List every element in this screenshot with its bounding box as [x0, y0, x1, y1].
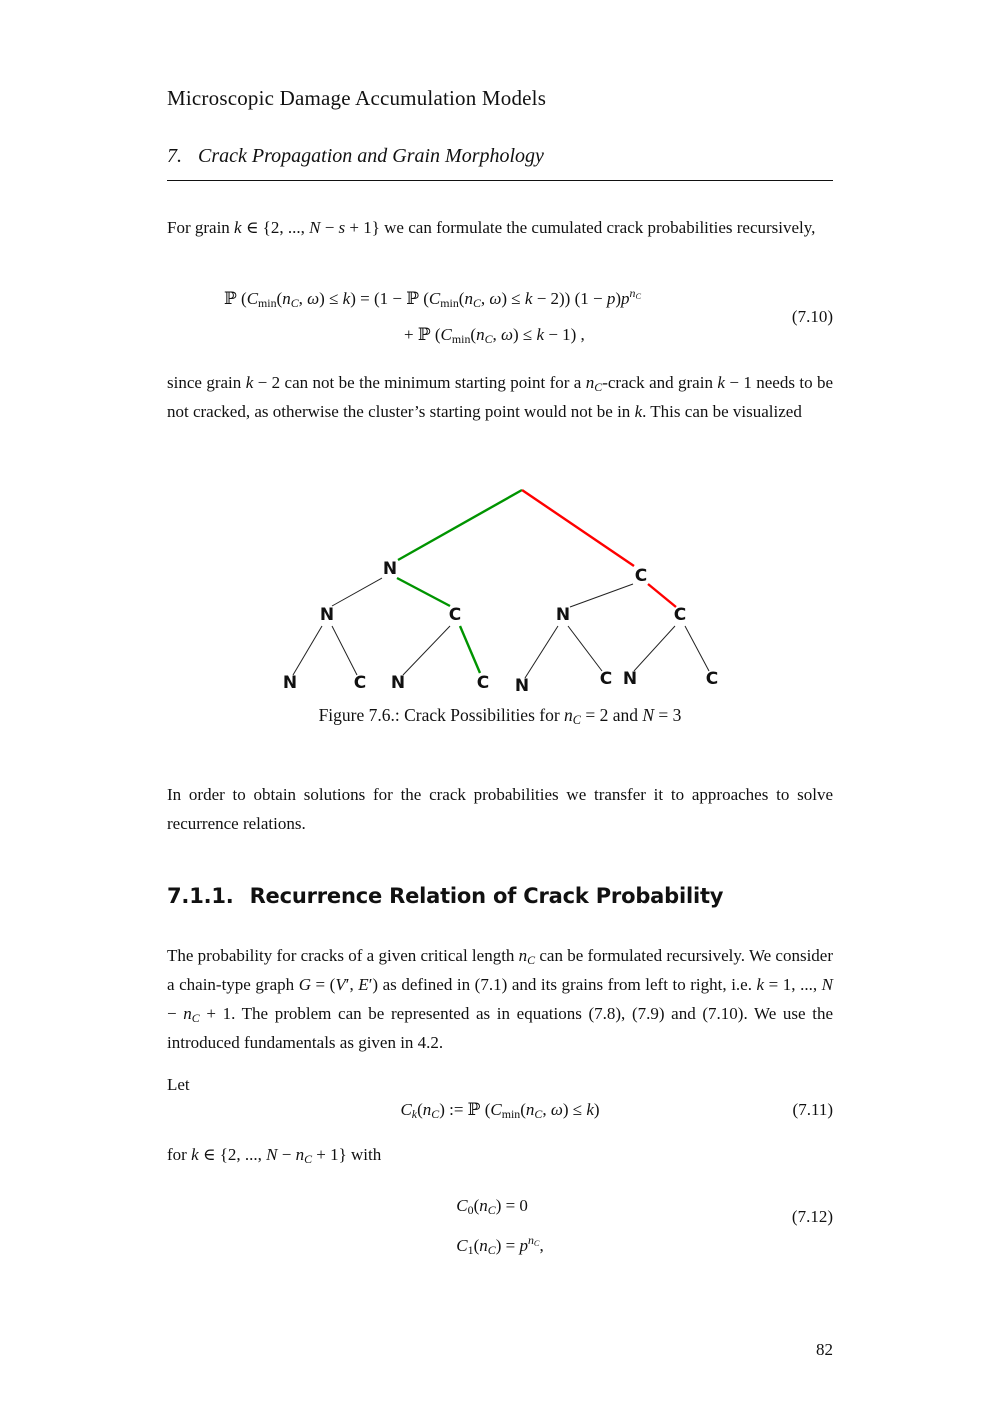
equation-7-12-line1: $C_0(n_C) = 0$ — [456, 1196, 528, 1217]
paragraph-explanation: since grain k − 2 can not be the minimum starting point for a $n_C$-crack and grain k − 1 needs to be not cracked, as otherwise the cluster’s starting point would not be in k. This can be visualized — [167, 373, 834, 421]
tree-node-l2-lr: C — [448, 605, 462, 625]
tree-leaf-5: N — [514, 676, 530, 696]
tree-edge-rl-leaf6 — [568, 626, 602, 671]
tree-edge-c-n — [570, 584, 633, 607]
chapter-heading — [167, 145, 544, 168]
section-number: 7.1.1. — [167, 884, 234, 908]
tree-edge-n-c-green — [397, 578, 450, 606]
tree-leaf-6: C — [599, 669, 613, 689]
equation-7-10-number: (7.10) — [791, 307, 833, 326]
tree-node-l2-rl: N — [555, 605, 571, 625]
tree-leaf-2: C — [353, 673, 367, 693]
for-k-text: for k ∈ {2, ..., $N - n_C + 1$} with — [167, 1145, 382, 1166]
tree-leaf-3: N — [390, 673, 406, 693]
tree-edge-c-c-red — [648, 584, 676, 607]
tree-edge-ll-leaf1 — [293, 626, 322, 675]
chapter-title: Crack Propagation and Grain Morphology — [198, 145, 544, 167]
page-number: 82 — [816, 1340, 833, 1359]
tree-edge-n-n — [332, 578, 382, 606]
section-title: Recurrence Relation of Crack Probability — [249, 884, 724, 908]
tree-edge-root-right-red — [522, 490, 634, 566]
section-heading — [167, 884, 723, 908]
running-header: Microscopic Damage Accumulation Models — [167, 86, 547, 110]
figure-caption: Figure 7.6.: Crack Possibilities for $n_C = 2$ and N = 3 — [318, 705, 682, 728]
tree-edge-rl-leaf5 — [525, 626, 558, 678]
equation-7-12-number: (7.12) — [791, 1207, 833, 1226]
tree-node-l2-ll: N — [319, 605, 335, 625]
tree-edge-ll-leaf2 — [332, 626, 357, 675]
equation-7-11-line: $C_k(n_C)$ := ℙ ($C_{min}(n_C$, ω) ≤ k) — [400, 1100, 600, 1121]
chapter-rule — [167, 180, 833, 181]
tree-edge-lr-leaf4-green — [460, 626, 480, 673]
tree-node-l2-rr: C — [673, 605, 687, 625]
equation-7-10-line1: ℙ ($C_{min}(n_C$, ω) ≤ k) = (1 − ℙ ($C_{min}(n_C$, ω) ≤ k − 2)) $(1 - p)p^{n_C}$ — [224, 286, 642, 310]
tree-edge-lr-leaf3 — [403, 626, 450, 675]
equation-7-12-line2: $C_1(n_C) = p^{n_C}$, — [456, 1233, 544, 1257]
paragraph-recurrence: The probability for cracks of a given critical length $n_C$ can be formulated recursively. We consider a chain-type graph G = (V′, E′) as defined in (7.1) and its grains from left to right, i.e. k = 1, ..., $N - n_C + 1$. The problem can be represented as in equations (7.8), (7.9) and (7.10). We use the introduced fundamentals as given in 4.2. — [167, 946, 834, 1052]
tree-edge-root-left-green — [398, 490, 522, 560]
tree-leaf-1: N — [282, 673, 298, 693]
tree-edge-rr-leaf8 — [685, 626, 709, 671]
tree-leaf-7: N — [622, 669, 638, 689]
tree-node-l1-right: C — [634, 566, 648, 586]
let-label: Let — [167, 1075, 190, 1094]
tree-leaf-8: C — [705, 669, 719, 689]
equation-7-10-line2: + ℙ ($C_{min}(n_C$, ω) ≤ k − 1) , — [404, 325, 585, 346]
tree-edge-rr-leaf7 — [634, 626, 675, 671]
paragraph-transition: In order to obtain solutions for the crack probabilities we transfer it to approaches to solve recurrence relations. — [167, 785, 833, 833]
crack-tree-figure — [0, 480, 1000, 715]
tree-leaf-4: C — [476, 673, 490, 693]
paragraph-intro: For grain k ∈ {2, ..., N − s + 1} we can formulate the cumulated crack probabilities recursively, — [167, 218, 816, 237]
tree-node-l1-left: N — [382, 559, 398, 579]
chapter-number: 7. — [167, 145, 182, 167]
equation-7-11-number: (7.11) — [792, 1100, 833, 1119]
